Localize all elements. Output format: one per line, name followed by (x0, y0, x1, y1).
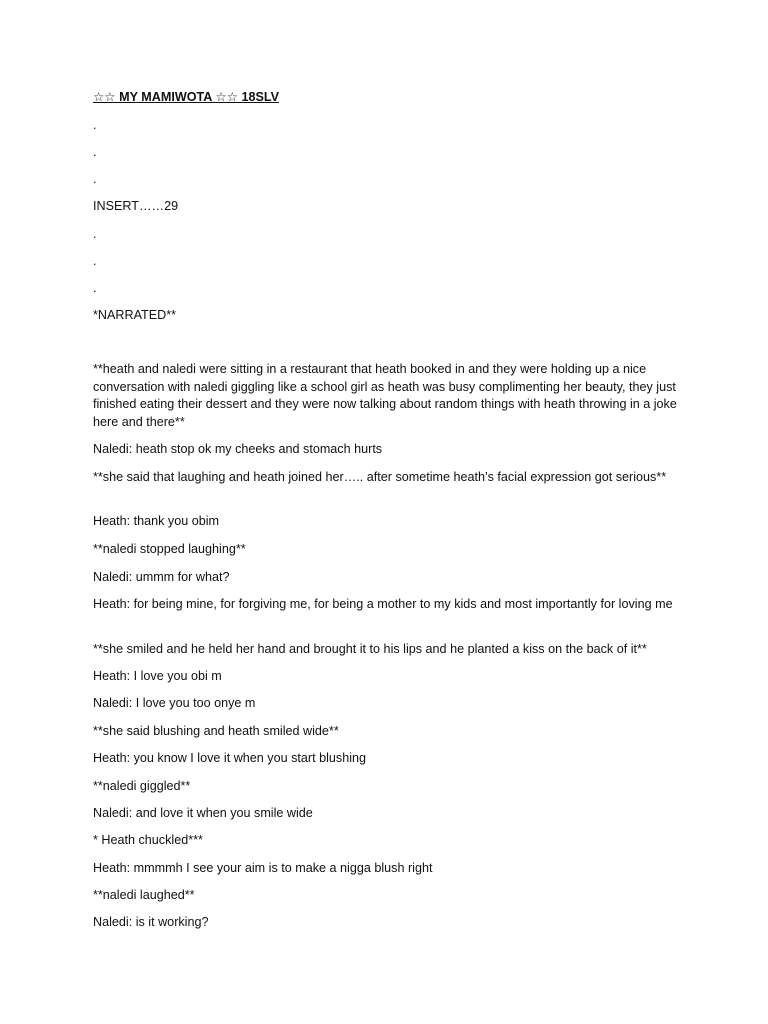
narration-paragraph: **she smiled and he held her hand and brought it to his lips and he planted a kiss on the back of it** (93, 642, 647, 656)
dialogue-line: Heath: you know I love it when you start blushing (93, 751, 367, 765)
dialogue-line: Naledi: is it working? (93, 915, 209, 929)
dialogue-line: Naledi: heath stop ok my cheeks and stomach hurts (93, 442, 383, 456)
dialogue-line: Heath: for being mine, for forgiving me, for being a mother to my kids and most importantly for loving me (93, 597, 673, 611)
separator-dot: . (93, 172, 97, 186)
dialogue-line: Naledi: I love you too onye m (93, 696, 256, 710)
narration-marker: *NARRATED** (93, 308, 177, 322)
separator-dot: . (93, 254, 97, 268)
narration-paragraph: **naledi laughed** (93, 888, 195, 902)
narration-paragraph: **she said that laughing and heath joined her….. after sometime heath’s facial expression got serious** (93, 470, 667, 484)
dialogue-line: Heath: I love you obi m (93, 669, 222, 683)
story-title: ☆☆ MY MAMIWOTA ☆☆ 18SLV (93, 90, 280, 104)
separator-dot: . (93, 145, 97, 159)
narration-paragraph: **naledi giggled** (93, 779, 191, 793)
narration-paragraph: * Heath chuckled*** (93, 833, 203, 847)
separator-dot: . (93, 227, 97, 241)
separator-dot: . (93, 118, 97, 132)
separator-dot: . (93, 281, 97, 295)
insert-label: INSERT……29 (93, 199, 179, 213)
dialogue-line: Naledi: and love it when you smile wide (93, 806, 313, 820)
narration-paragraph: **she said blushing and heath smiled wide** (93, 724, 339, 738)
dialogue-line: Heath: mmmmh I see your aim is to make a nigga blush right (93, 861, 433, 875)
narration-paragraph: **heath and naledi were sitting in a restaurant that heath booked in and they were holding up a nice conversation with naledi giggling like a school girl as heath was busy complimenting her beauty, they just finished eating their dessert and they were now talking about random things with heath throwing in a joke here and there** (93, 362, 677, 429)
dialogue-line: Naledi: ummm for what? (93, 570, 230, 584)
dialogue-line: Heath: thank you obim (93, 514, 220, 528)
narration-paragraph: **naledi stopped laughing** (93, 542, 246, 556)
